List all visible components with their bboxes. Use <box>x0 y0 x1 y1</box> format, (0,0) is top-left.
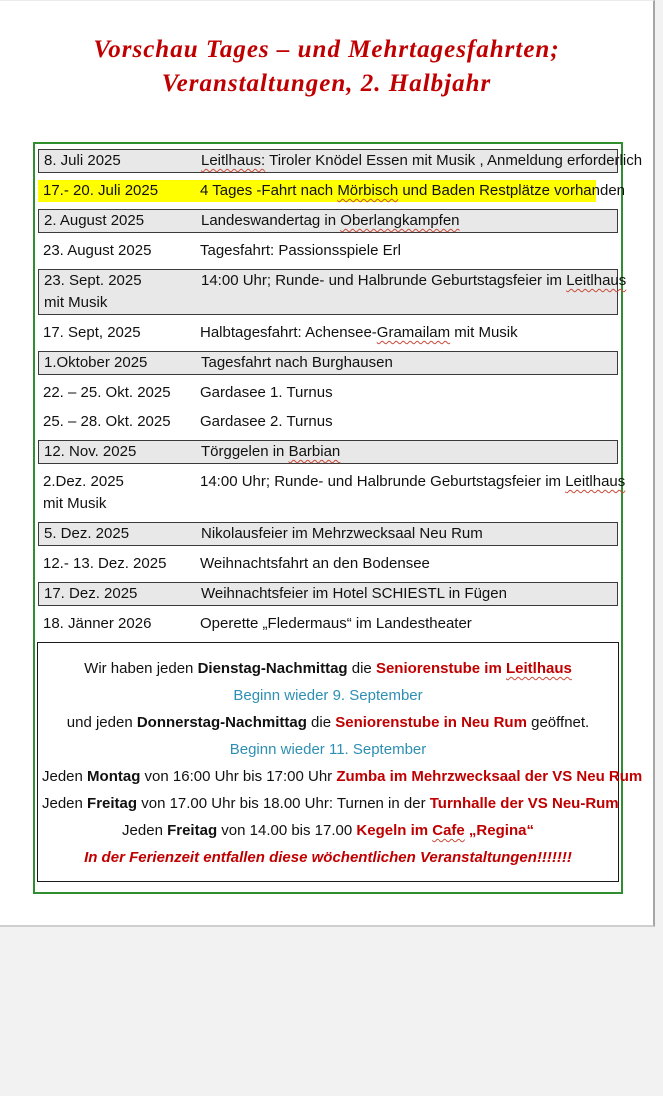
event-description: Weihnachtsfahrt an den Bodensee <box>200 555 430 572</box>
table-row <box>38 209 618 233</box>
event-description: 14:00 Uhr; Runde- und Halbrunde Geburtstagsfeier im Leitlhaus <box>200 473 626 490</box>
table-row <box>38 322 618 344</box>
events-frame <box>33 142 643 894</box>
notice-line: In der Ferienzeit entfallen diese wöchentlichen Veranstaltungen!!!!!!! <box>84 849 572 866</box>
event-date: 12. Nov. 2025 <box>44 443 137 460</box>
event-description: Tagesfahrt nach Burghausen <box>201 354 393 371</box>
table-row <box>38 382 618 404</box>
notice-line: Jeden Freitag von 17.00 Uhr bis 18.00 Uhr: Turnen in der Turnhalle der VS Neu-Rum <box>42 795 619 812</box>
table-row <box>38 149 643 173</box>
table-row <box>38 351 618 375</box>
notice-line: Jeden Montag von 16:00 Uhr bis 17:00 Uhr Zumba im Mehrzwecksaal der VS Neu Rum <box>42 768 643 785</box>
event-date: 2.Dez. 2025 mit Musik <box>43 473 124 512</box>
table-row <box>38 180 626 202</box>
page-title <box>0 1 653 101</box>
notice-line: Jeden Freitag von 14.00 bis 17.00 Kegeln im Cafe „Regina“ <box>122 822 534 839</box>
event-date: 5. Dez. 2025 <box>44 525 130 542</box>
weekly-notices-box <box>37 642 643 882</box>
event-description: Operette „Fledermaus“ im Landestheater <box>200 615 472 632</box>
page-title-line2: Veranstaltungen, 2. Halbjahr <box>161 70 492 97</box>
notice-line: Beginn wieder 11. September <box>229 741 427 758</box>
event-description: 4 Tages -Fahrt nach Mörbisch und Baden Restplätze vorhanden <box>200 182 626 199</box>
event-description: Leitlhaus: Tiroler Knödel Essen mit Musik , Anmeldung erforderlich <box>201 152 643 169</box>
page-title-line1: Vorschau Tages – und Mehrtagesfahrten; <box>93 36 560 63</box>
table-row <box>38 471 626 515</box>
event-description: Gardasee 2. Turnus <box>200 413 333 430</box>
event-date: 17. Dez. 2025 <box>44 585 138 602</box>
event-date: 1.Oktober 2025 <box>44 354 148 371</box>
table-row <box>38 240 618 262</box>
schedule-table <box>35 149 643 635</box>
table-row <box>38 411 618 433</box>
event-date: 2. August 2025 <box>44 212 145 229</box>
event-description: Landeswandertag in Oberlangkampfen <box>201 212 460 229</box>
table-row <box>38 522 618 546</box>
table-row <box>38 269 627 315</box>
event-description: Törggelen in Barbian <box>201 443 341 460</box>
event-date: 12.- 13. Dez. 2025 <box>43 555 167 572</box>
notice-line: und jeden Donnerstag-Nachmittag die Seniorenstube in Neu Rum geöffnet. <box>66 714 590 731</box>
table-row <box>38 440 618 464</box>
event-date: 25. – 28. Okt. 2025 <box>43 413 171 430</box>
table-row <box>38 553 618 575</box>
event-date: 17.- 20. Juli 2025 <box>43 182 159 199</box>
event-description: Gardasee 1. Turnus <box>200 384 333 401</box>
event-date: 22. – 25. Okt. 2025 <box>43 384 171 401</box>
event-date: 8. Juli 2025 <box>44 152 121 169</box>
event-date: 23. August 2025 <box>43 242 152 259</box>
event-date: 18. Jänner 2026 <box>43 615 152 632</box>
event-date: 17. Sept, 2025 <box>43 324 141 341</box>
event-description: Nikolausfeier im Mehrzwecksaal Neu Rum <box>201 525 483 542</box>
notice-line: Beginn wieder 9. September <box>233 687 423 704</box>
event-description: Weihnachtsfeier im Hotel SCHIESTL in Fügen <box>201 585 507 602</box>
notice-line: Wir haben jeden Dienstag-Nachmittag die Seniorenstube im Leitlhaus <box>84 660 572 677</box>
event-description: Tagesfahrt: Passionsspiele Erl <box>200 242 401 259</box>
event-description: 14:00 Uhr; Runde- und Halbrunde Geburtstagsfeier im Leitlhaus <box>201 272 627 289</box>
event-description: Halbtagesfahrt: Achensee-Gramailam mit Musik <box>200 324 518 341</box>
table-row <box>38 613 618 635</box>
table-row <box>38 582 618 606</box>
event-date: 23. Sept. 2025 mit Musik <box>44 272 142 311</box>
